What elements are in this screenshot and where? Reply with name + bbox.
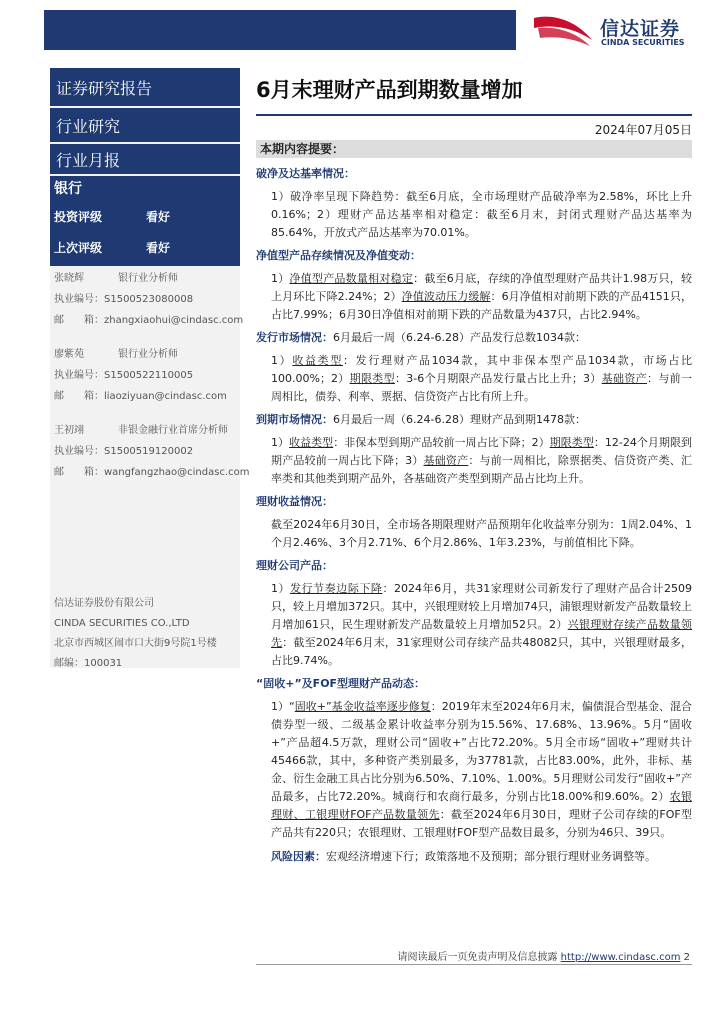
rating-row bbox=[54, 208, 171, 225]
report-subtype: 行业月报 bbox=[50, 144, 240, 174]
cinda-logo bbox=[530, 14, 710, 48]
page-footer bbox=[0, 948, 690, 963]
logo-en-text: CINDA SECURITIES bbox=[601, 38, 685, 47]
page-number: 2 bbox=[683, 952, 690, 963]
logo-cn-text: 信达证券 bbox=[600, 18, 681, 40]
cinda-swoosh-icon bbox=[530, 14, 596, 48]
prev-rating-value: 看好 bbox=[146, 241, 171, 255]
analyst-role: 银行业分析师 bbox=[118, 349, 178, 360]
company-name-cn: 信达证券股份有限公司 bbox=[54, 598, 154, 609]
analyst-name: 廖紫苑 bbox=[54, 349, 84, 360]
prev-rating-row bbox=[54, 239, 171, 256]
risk-label: 风险因素： bbox=[271, 850, 326, 863]
report-date: 2024年07月05日 bbox=[594, 123, 692, 137]
rating-value: 看好 bbox=[146, 210, 171, 224]
analyst-block bbox=[54, 344, 227, 407]
section-heading: 发行市场情况：6月最后一周（6.24-6.28）产品发行总数1034款： bbox=[256, 331, 586, 344]
section-heading: “固收+”及FOF型理财产品动态： bbox=[256, 677, 426, 690]
analyst-block bbox=[54, 420, 250, 483]
rating-block bbox=[50, 176, 240, 266]
analyst-name: 张晓辉 bbox=[54, 273, 84, 284]
company-address: 北京市西城区闹市口大街9号院1号楼 bbox=[54, 638, 217, 649]
company-info bbox=[54, 594, 217, 674]
risk-text: 宏观经济增速下行；政策落地不及预期；部分银行理财业务调整等。 bbox=[326, 850, 656, 863]
summary-heading: 本期内容提要： bbox=[256, 140, 692, 158]
analyst-email[interactable]: 邮 箱：liaoziyuan@cindasc.com bbox=[54, 391, 227, 402]
company-name-en: CINDA SECURITIES CO.,LTD bbox=[54, 618, 190, 629]
page-title: 6月末理财产品到期数量增加 bbox=[256, 78, 523, 102]
rating-label: 投资评级 bbox=[54, 210, 103, 224]
footer-divider bbox=[256, 964, 692, 965]
analyst-role: 银行业分析师 bbox=[118, 273, 178, 284]
section-heading: 理财收益情况： bbox=[256, 495, 333, 508]
analyst-block bbox=[54, 268, 243, 331]
section-paragraph: 1）“固收+”基金收益率逐步修复：2019年末至2024年6月末，偏债混合型基金、混合债券型一级、二级基金累计收益率分别为15.56%、17.68%、13.96%。5月“固收+”产品超4.5万款，理财公司“固收+”占比72.20%。5月全市场“固收+”理财共计45466款，其中，多种资产类别最多，为37781款，占比83.00%，此外，非标、基金、衍生金融工具占比分别为6.50%、7.10%、1.00%。5月理财公司发行“固收+”产品最多，占比72.20%。城商行和农商行最多，分别占比18.00%和9.60%。2）农银理财、工银理财FOF产品数量领先：截至2024年6月30日，理财子公司存续的FOF型产品共有220只；农银理财、工银理财FOF型产品数目最多，分别为46只、39只。 bbox=[271, 700, 693, 839]
analyst-role: 非银金融行业首席分析师 bbox=[118, 425, 228, 436]
section-heading: 破净及达基率情况： bbox=[256, 167, 355, 180]
website-link[interactable]: http://www.cindasc.com bbox=[560, 952, 681, 963]
analyst-email[interactable]: 邮 箱：zhangxiaohui@cindasc.com bbox=[54, 315, 244, 326]
prev-rating-label: 上次评级 bbox=[54, 241, 103, 255]
analyst-name: 王初翊 bbox=[54, 425, 84, 436]
risk-factors bbox=[256, 848, 692, 866]
section-paragraph: 1）收益类型：发行理财产品1034款，其中非保本型产品1034款，市场占比100.00%；2）期限类型：3-6个月期限产品发行量占比上升；3）基础资产：与前一周相比，债券、利率、票据、信贷资产占比有所上升。 bbox=[271, 354, 693, 403]
report-type: 证券研究报告 bbox=[50, 68, 240, 106]
section-heading: 净值型产品存续情况及净值变动： bbox=[256, 249, 421, 262]
analyst-email[interactable]: 邮 箱：wangfangzhao@cindasc.com bbox=[54, 467, 250, 478]
analyst-license: 执业编号：S1500522110005 bbox=[54, 370, 194, 381]
section-paragraph: 截至2024年6月30日，全市场各期限理财产品预期年化收益率分别为：1周2.04%、1个月2.46%、3个月2.71%、6个月2.86%、1年3.23%，与前值相比下降。 bbox=[271, 518, 692, 549]
section-paragraph: 1）收益类型：非保本型到期产品较前一周占比下降；2）期限类型：12-24个月期限到期产品较前一周占比下降；3）基础资产：与前一周相比，除票据类、信贷资产类、汇率类和其他类到期产品外，各基础资产类型到期产品占比均上升。 bbox=[271, 436, 693, 485]
report-category: 行业研究 bbox=[50, 108, 240, 142]
section-heading: 理财公司产品： bbox=[256, 559, 333, 572]
header-bar bbox=[44, 10, 516, 50]
section-paragraph: 1）净值型产品数量相对稳定：截至6月底，存续的净值型理财产品共计1.98万只，较上月环比下降2.24%；2）净值波动压力缓解：6月净值相对前期下跌的产品4151只，占比7.99%；6月30日净值相对前期下跌的产品数量为437只，占比2.94%。 bbox=[271, 272, 693, 321]
sector-label: 银行 bbox=[54, 181, 82, 197]
section-heading: 到期市场情况：6月最后一周（6.24-6.28）理财产品到期1478款： bbox=[256, 413, 586, 426]
title-divider bbox=[256, 114, 692, 116]
section-paragraph: 1）发行节奏边际下降：2024年6月，共31家理财公司新发行了理财产品合计2509只，较上月增加372只。其中，兴银理财较上月增加74只，浦银理财新发产品数量较上月增加61只，民生理财新发产品数量较上月增加52只。2）兴银理财存续产品数量领先：截至2024年6月末，31家理财公司存续产品共48082只，其中，兴银理财最多，占比9.74%。 bbox=[271, 582, 693, 667]
summary-content bbox=[256, 160, 692, 866]
company-postcode: 邮编：100031 bbox=[54, 658, 123, 669]
analyst-license: 执业编号：S1500523080008 bbox=[54, 294, 194, 305]
section-paragraph: 1）破净率呈现下降趋势：截至6月底，全市场理财产品破净率为2.58%，环比上升0.16%；2）理财产品达基率相对稳定：截至6月末，封闭式理财产品达基率为85.64%，开放式产品达基率为70.01%。 bbox=[271, 190, 692, 239]
analyst-license: 执业编号：S1500519120002 bbox=[54, 446, 194, 457]
disclaimer-text: 请阅读最后一页免责声明及信息披露 bbox=[397, 952, 558, 963]
